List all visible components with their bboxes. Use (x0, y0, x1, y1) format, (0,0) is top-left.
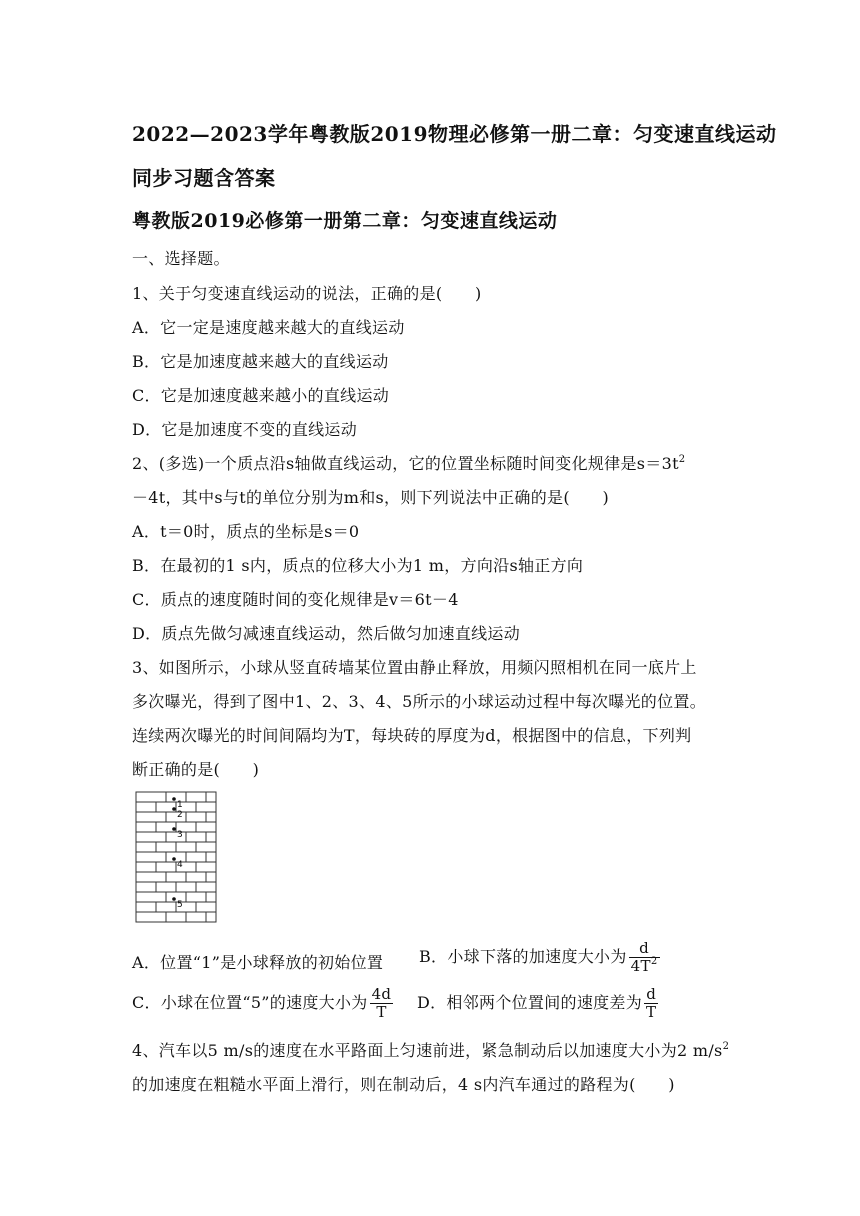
fraction-denominator (629, 958, 660, 975)
fraction-numerator: d (644, 986, 658, 1004)
brick-row (136, 892, 216, 902)
brick-row (136, 832, 216, 842)
brick-row (136, 912, 216, 922)
q2-stem-line1 (132, 451, 685, 474)
q2-option-d: D．质点先做匀减速直线运动，然后做匀加速直线运动 (132, 624, 521, 643)
ball-position-label: 5 (177, 900, 183, 910)
fraction-denominator: T (376, 1003, 387, 1021)
ball-position-dot (172, 897, 176, 901)
brick-row (136, 852, 216, 862)
q4-stem-line1 (132, 1038, 729, 1061)
q2-stem-text: 2、(多选)一个质点沿s轴做直线运动，它的位置坐标随时间变化规律是s＝3t (132, 454, 679, 473)
ball-position-label: 2 (177, 810, 183, 820)
ball-position-dot (172, 797, 176, 801)
section-heading: 一、选择题。 (132, 249, 230, 268)
ball-position-dot (172, 827, 176, 831)
q3-option-a: A．位置“1”是小球释放的初始位置 (132, 953, 384, 972)
q4-stem-exponent: 2 (722, 1041, 730, 1052)
q4-stem-text: 4、汽车以5 m/s的速度在水平路面上匀速前进，紧急制动后以加速度大小为2 m/s (132, 1041, 723, 1060)
brick-row (136, 872, 216, 882)
ball-position-dot (172, 857, 176, 861)
brick-row (136, 792, 216, 802)
q3-option-b-text: B．小球下落的加速度大小为 (419, 947, 627, 966)
q3-option-d (417, 986, 658, 1021)
q3-stem-line2: 多次曝光，得到了图中1、2、3、4、5所示的小球运动过程中每次曝光的位置。 (132, 692, 706, 711)
ball-position-dot (172, 807, 176, 811)
q3-stem-line3: 连续两次曝光的时间间隔均为T，每块砖的厚度为d，根据图中的信息，下列判 (132, 726, 692, 745)
q2-option-a: A．t＝0时，质点的坐标是s＝0 (132, 522, 360, 541)
q4-stem-line2: 的加速度在粗糙水平面上滑行，则在制动后，4 s内汽车通过的路程为( ) (132, 1075, 675, 1094)
document-subtitle: 粤教版2019必修第一册第二章：匀变速直线运动 (132, 210, 558, 232)
q3-option-b (419, 940, 660, 975)
q3-stem-line1: 3、如图所示，小球从竖直砖墙某位置由静止释放，用频闪照相机在同一底片上 (132, 658, 697, 677)
document-title-line1: 2022—2023学年粤教版2019物理必修第一册二章：匀变速直线运动 (132, 122, 777, 146)
fraction-denominator-base: 4T (630, 957, 651, 975)
q3-option-c-fraction (370, 986, 394, 1021)
q2-option-c: C．质点的速度随时间的变化规律是v＝6t－4 (132, 590, 459, 609)
fraction-numerator: d (629, 940, 660, 958)
q3-option-b-fraction (629, 940, 660, 975)
q3-option-d-text: D．相邻两个位置间的速度差为 (417, 993, 643, 1012)
q2-option-b: B．在最初的1 s内，质点的位移大小为1 m，方向沿s轴正方向 (132, 556, 584, 575)
q3-option-c (132, 986, 393, 1021)
q2-stem-exponent: 2 (678, 454, 686, 465)
q3-stem-line4: 断正确的是( ) (132, 760, 260, 779)
ball-position-label: 1 (177, 800, 183, 810)
q1-option-c: C．它是加速度越来越小的直线运动 (132, 386, 390, 405)
ball-position-label: 3 (177, 830, 183, 840)
fraction-numerator: 4d (371, 985, 392, 1003)
q3-option-d-fraction (644, 986, 658, 1021)
q1-option-a: A．它一定是速度越来越大的直线运动 (132, 318, 405, 337)
q1-stem: 1、关于匀变速直线运动的说法，正确的是( ) (132, 284, 482, 303)
fraction-denominator: T (646, 1003, 657, 1021)
q1-option-b: B．它是加速度越来越大的直线运动 (132, 352, 389, 371)
fraction-denominator-exponent: 2 (650, 956, 658, 967)
q2-stem-line2: －4t，其中s与t的单位分别为m和s，则下列说法中正确的是( ) (132, 488, 610, 507)
q3-option-c-text: C．小球在位置“5”的速度大小为 (132, 993, 368, 1012)
brick-row (136, 812, 216, 822)
document-title-line2: 同步习题含答案 (132, 166, 276, 190)
q1-option-d: D．它是加速度不变的直线运动 (132, 420, 358, 439)
brick-wall-figure (134, 790, 218, 926)
ball-position-label: 4 (177, 860, 183, 870)
